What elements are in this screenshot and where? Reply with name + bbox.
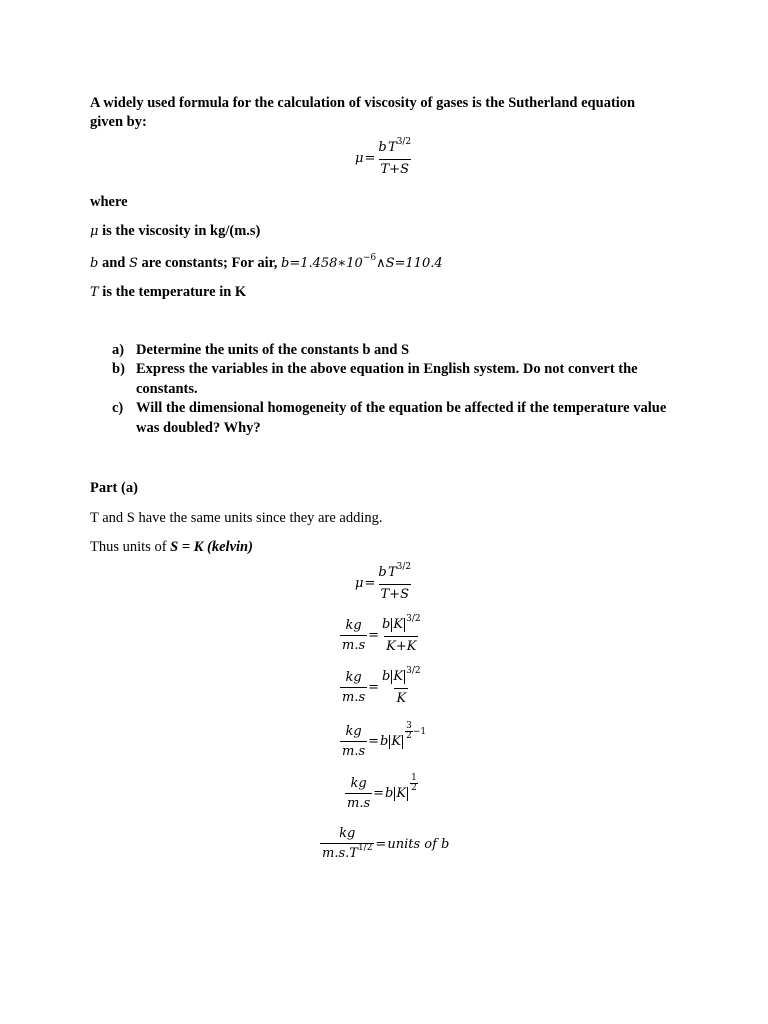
question-text: Express the variables in the above equation in English system. Do not convert the constants. [136, 361, 638, 397]
derivation-step-5 [345, 773, 418, 811]
question-label: c) [112, 400, 124, 416]
mu-symbol: μ [90, 224, 99, 239]
T-symbol: T [387, 140, 397, 155]
exponent: 3/2 [406, 666, 421, 676]
equals-sign: = [364, 151, 376, 166]
equals-sign: = [375, 837, 387, 852]
exponent-fraction [405, 722, 413, 741]
b-symbol: b [378, 565, 387, 580]
equals-sign: = [364, 576, 376, 591]
b-value: b=1.458∗10 [281, 256, 363, 271]
kg-unit: kg [350, 776, 367, 791]
part-a-heading: Part (a) [90, 480, 138, 496]
denominator: K [394, 688, 408, 706]
K-symbol: K [393, 617, 404, 632]
denominator: K+K [384, 636, 418, 654]
S-value: ∧S=110.4 [376, 256, 443, 271]
units-of-S: S = K (kelvin) [170, 539, 253, 555]
ms-unit: m.s [340, 741, 367, 759]
derivation-step-2 [340, 614, 423, 654]
b-symbol: b [90, 256, 99, 271]
fraction [340, 618, 367, 653]
units-of-b: units of b [387, 837, 450, 852]
exponent-fraction [410, 774, 418, 793]
units-prefix: Thus units of [90, 539, 171, 555]
T-symbol: T [387, 565, 397, 580]
kg-unit: kg [345, 724, 362, 739]
derivation-step-1 [355, 562, 413, 602]
and-text: and [98, 255, 129, 271]
question-label: a) [112, 342, 125, 358]
fraction [345, 776, 372, 811]
ms-unit: m.s [340, 687, 367, 705]
K-symbol: K [391, 734, 402, 749]
derivation-step-3 [340, 666, 423, 706]
equals-sign: = [368, 680, 380, 695]
b-symbol: b [385, 786, 394, 801]
mu-definition [90, 221, 260, 242]
equals-sign: = [368, 734, 380, 749]
part-a-line-2 [90, 537, 253, 557]
exponent: 3/2 [396, 137, 412, 147]
b-symbol: b [382, 617, 391, 632]
constants-text: are constants; For air, [137, 255, 281, 271]
fraction [340, 724, 367, 759]
sutherland-equation [355, 137, 413, 177]
S-symbol: S [128, 256, 138, 271]
b-symbol: b [380, 734, 389, 749]
ms-unit: m.s [340, 635, 367, 653]
where-label: where [90, 194, 128, 210]
fraction [380, 614, 423, 654]
T-symbol: T [90, 285, 99, 300]
b-exponent: −6 [362, 253, 377, 263]
exp-denominator: 2 [406, 731, 412, 741]
denominator: T+S [379, 584, 411, 602]
fraction [376, 137, 413, 177]
b-symbol: b [382, 669, 391, 684]
derivation-step-6 [320, 826, 449, 863]
exp-minus-one: −1 [412, 726, 427, 737]
fraction [340, 670, 367, 705]
part-a-line-1: T and S have the same units since they are adding. [90, 510, 383, 526]
exponent: 1/2 [357, 843, 373, 853]
fraction [376, 562, 413, 602]
question-text: Determine the units of the constants b and S [136, 342, 410, 358]
ms-unit: m.s [345, 793, 372, 811]
mu-symbol: μ [355, 151, 364, 166]
question-label: b) [112, 361, 125, 377]
kg-unit: kg [345, 670, 362, 685]
fraction [380, 666, 423, 706]
intro-line-1: A widely used formula for the calculation of viscosity of gases is the Sutherland equation [90, 95, 636, 111]
msT-unit: m.s.T [322, 846, 358, 861]
exp-numerator: 3 [406, 721, 412, 731]
kg-unit: kg [339, 826, 356, 841]
exp-denominator: 2 [411, 783, 417, 793]
mu-text: is the viscosity in kg/(m.s) [98, 223, 261, 239]
derivation-step-4 [340, 721, 427, 759]
denominator: T+S [379, 159, 411, 177]
b-symbol: b [378, 140, 387, 155]
mu-symbol: μ [355, 576, 364, 591]
equals-sign: = [373, 786, 385, 801]
T-definition [90, 282, 246, 303]
equals-sign: = [368, 628, 380, 643]
K-symbol: K [396, 786, 407, 801]
fraction [320, 826, 374, 863]
exponent: 3/2 [396, 562, 412, 572]
K-symbol: K [393, 669, 404, 684]
exponent: 3/2 [406, 614, 421, 624]
question-text: Will the dimensional homogeneity of the equation be affected if the temperature value was doubled? Why? [136, 400, 667, 436]
intro-line-2: given by: [90, 114, 147, 130]
constants-definition [90, 253, 443, 275]
T-text: is the temperature in K [98, 284, 247, 300]
kg-unit: kg [345, 618, 362, 633]
exp-numerator: 1 [411, 773, 417, 783]
